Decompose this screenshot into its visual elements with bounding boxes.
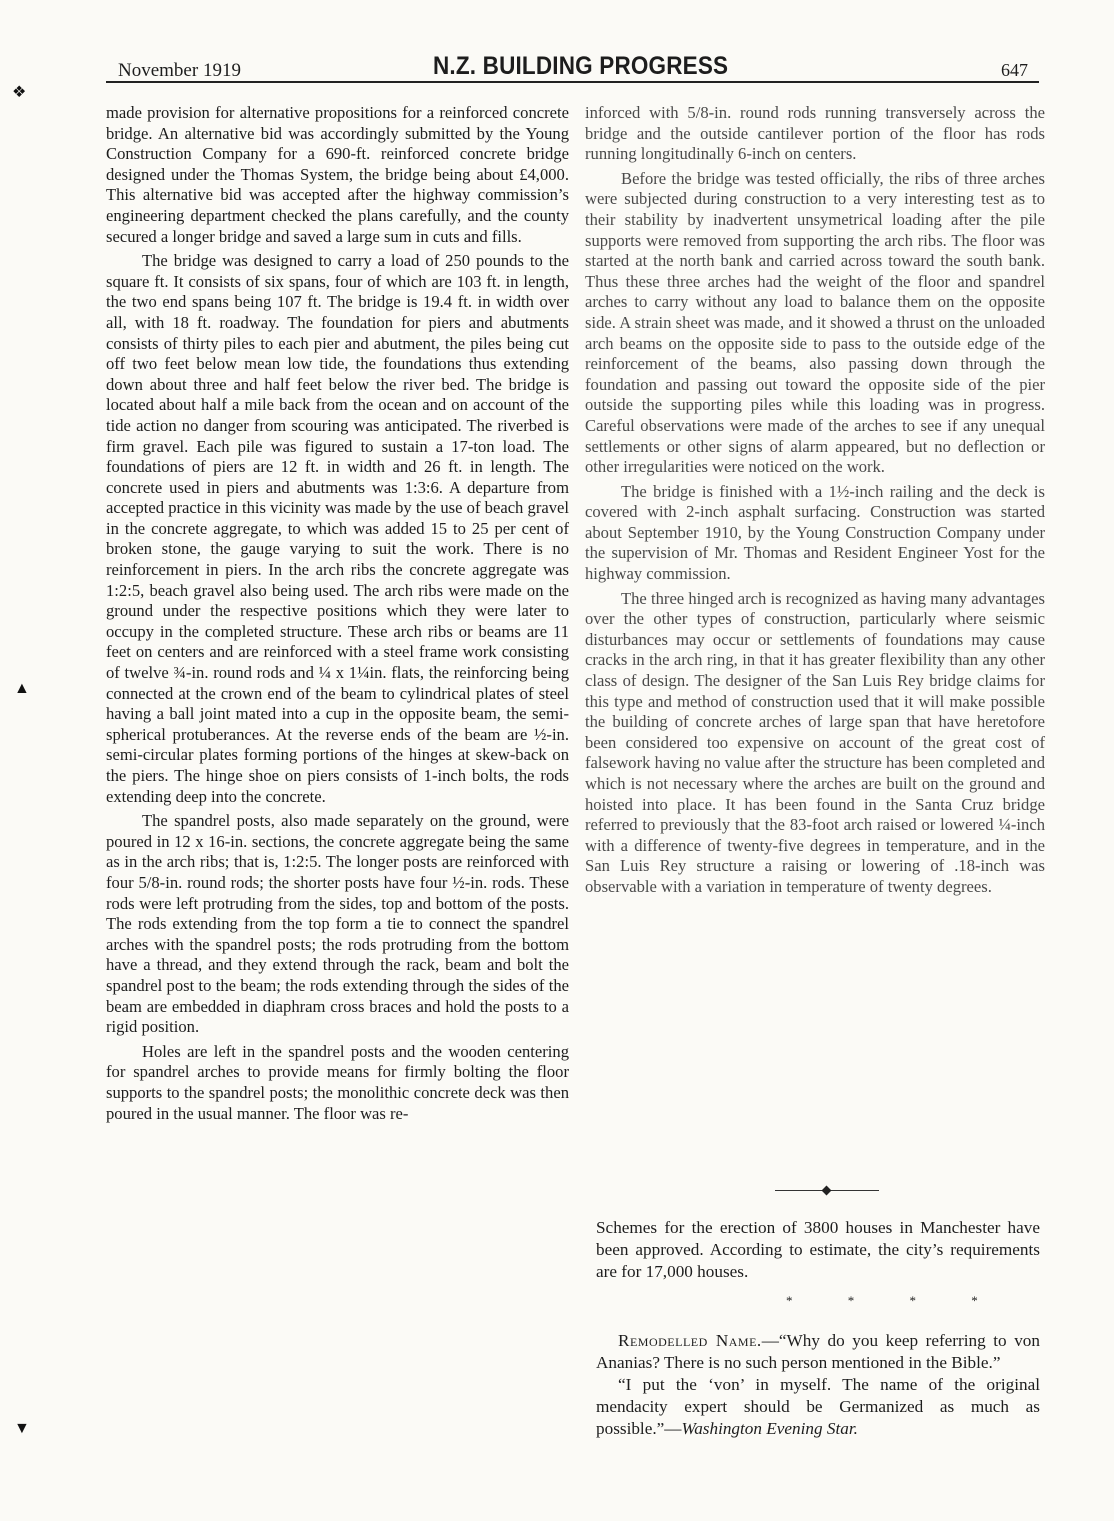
margin-mark-icon: ❖ bbox=[12, 84, 27, 101]
paragraph: Holes are left in the spandrel posts and the wooden centering for spandrel arches to provide means for firmly bolting the floor supports to the spandrel posts; the monolithic concrete deck was then poured in the usual manner. The floor was re- bbox=[106, 1041, 569, 1123]
margin-mark-icon: ▲ bbox=[14, 680, 30, 697]
diamond-icon bbox=[822, 1186, 832, 1196]
paragraph: inforced with 5/8-in. round rods running transversely across the bridge and the outside cantilever portion of the floor has rods running longitudinally 6-inch on centers. bbox=[585, 103, 1045, 164]
anecdote-paragraph bbox=[596, 1330, 1040, 1374]
paragraph: Before the bridge was tested officially, the ribs of three arches were subjected during construction to a very interesting test as to their stability by inadvertent unsymetrical loading after the pile supports were removed from supporting the arch ribs. The floor was started at the north bank and carried across toward the south bank. Thus these three arches had the weight of the floor and spandrel arches to carry without any load to balance them on the opposite side. A strain sheet was made, and it showed a thrust on the unloaded arch beams on the opposite side to pass to the outside edge of the reinforcement of the beams, also passing down through the foundation and passing out toward the opposite side of the pier outside the supporting piles while this loading was in progress. Careful observations were made of the arches to see if any unequal settlements or other signs of alarm appeared, but no deflection or other irregularities were noticed on the work. bbox=[585, 168, 1045, 477]
anecdote-source: Washington Evening Star. bbox=[681, 1419, 858, 1438]
publication-title: N.Z. BUILDING PROGRESS bbox=[433, 52, 729, 80]
anecdote-text: “I put the ‘von’ in myself. The name of the original mendacity expert should be Germanized as much as possible.”— bbox=[596, 1375, 1040, 1438]
anecdote-heading: Remodelled Name. bbox=[618, 1331, 762, 1350]
header-rule bbox=[106, 81, 1039, 83]
star-separator: * * * * bbox=[786, 1293, 1004, 1308]
anecdote-paragraph bbox=[596, 1374, 1040, 1440]
paragraph: made provision for alternative propositions for a reinforced concrete bridge. An alternative bid was accordingly submitted by the Young Construction Company for a 690-ft. reinforced concrete bridge designed under the Thomas System, the bridge being about £4,000. This alternative bid was accepted after the highway commission’s engineering department checked the plans carefully, and the county secured a longer bridge and saved a large sum in cuts and fills. bbox=[106, 103, 569, 246]
issue-date: November 1919 bbox=[118, 60, 241, 81]
page-number: 647 bbox=[1001, 60, 1028, 80]
news-note: Schemes for the erection of 3800 houses in Manchester have been approved. According to estimate, the city’s requirements are for 17,000 houses. bbox=[596, 1218, 1040, 1281]
paragraph: The three hinged arch is recognized as having many advantages over the other types of construction, particularly where seismic disturbances may occur or settlements of foundations may cause cracks in the arch ring, in that it has greater flexibility than any other class of design. The designer of the San Luis Rey bridge claims for this type and method of construction used that it will make possible the building of concrete arches of large span that have heretofore been considered too expensive on account of the great cost of falsework having no value after the structure has been completed and which is not necessary where the arches are built on the ground and hoisted into place. It has been found in the Santa Cruz bridge referred to previously that the 83-foot arch raised or lowered ¼-inch with a difference of twenty-five degrees in temperature, and in the San Luis Rey structure a raising or lowering of .18-inch was observable with a variation in temperature of twenty degrees. bbox=[585, 588, 1045, 896]
section-divider bbox=[775, 1187, 879, 1195]
paragraph: The spandrel posts, also made separately on the ground, were poured in 12 x 16-in. sections, the concrete aggregate being the same as in the arch ribs; that is, 1:2:5. The longer posts are reinforced with four 5/8-in. round rods; the shorter posts have four ½-in. rods. These rods were left protruding from the sides, top and bottom of the posts. The rods extending from the top form a tie to connect the spandrel arches with the spandrel posts; the rods protruding from the bottom have a thread, and they extend through the rack, beam and bolt the spandrel post to the beam; the rods extending through the sides of the beam are embedded in diaphram cross braces and hold the posts to a rigid position. bbox=[106, 811, 569, 1037]
anecdote-text: —“Why do you keep referring to von Ananias? There is no such person mentioned in the Bible.” bbox=[596, 1331, 1040, 1372]
margin-mark-icon: ▼ bbox=[14, 1420, 30, 1437]
left-column bbox=[106, 103, 569, 1124]
page-header bbox=[0, 0, 1114, 90]
paragraph: The bridge was designed to carry a load of 250 pounds to the square ft. It consists of six spans, four of which are 103 ft. in length, the two end spans being 107 ft. The bridge is 19.4 ft. in width over all, with 18 ft. roadway. The foundation for piers and abutments consists of thirty piles to each pier and abutment, the piles being cut off two feet below mean low tide, the foundations thus extending down about three and half feet below the river bed. The bridge is located about half a mile back from the ocean and on account of the tide action no danger from scouring was anticipated. The riverbed is firm gravel. Each pile was figured to sustain a 17-ton load. The foundations of piers are 12 ft. in width and 26 ft. in length. The concrete used in piers and abutments was 1:3:6. A departure from accepted practice in this vicinity was made by the use of beach gravel in the concrete aggregate, to which was added 15 to 25 per cent of broken stone, the gauge varying to suit the work. There is no reinforcement in piers. In the arch ribs the concrete aggregate was 1:2:5, beach gravel also being used. The arch ribs were made on the ground under the respective positions which they were later to occupy in the completed structure. These arch ribs or beams are 11 feet on centers and are reinforced with a steel frame work consisting of twelve ¾-in. round rods and ¼ x 1¼in. flats, the reinforcing being connected at the crown end of the beam to cylindrical plates of steel having a ball joint mated into a cup in the opposite beam, the semi-spherical protuberances. At the reverse ends of the beam are ½-in. semi-circular plates forming portions of the hinges at skew-back on the piers. The hinge shoe on piers consists of 1-inch bolts, the rods extending deep into the concrete. bbox=[106, 251, 569, 806]
paragraph: The bridge is finished with a 1½-inch railing and the deck is covered with 2-inch asphalt surfacing. Construction was started about September 1910, by the Young Construction Company under the supervision of Mr. Thomas and Resident Engineer Yost for the highway commission. bbox=[585, 481, 1045, 584]
anecdote bbox=[596, 1330, 1040, 1440]
right-column bbox=[585, 103, 1045, 898]
